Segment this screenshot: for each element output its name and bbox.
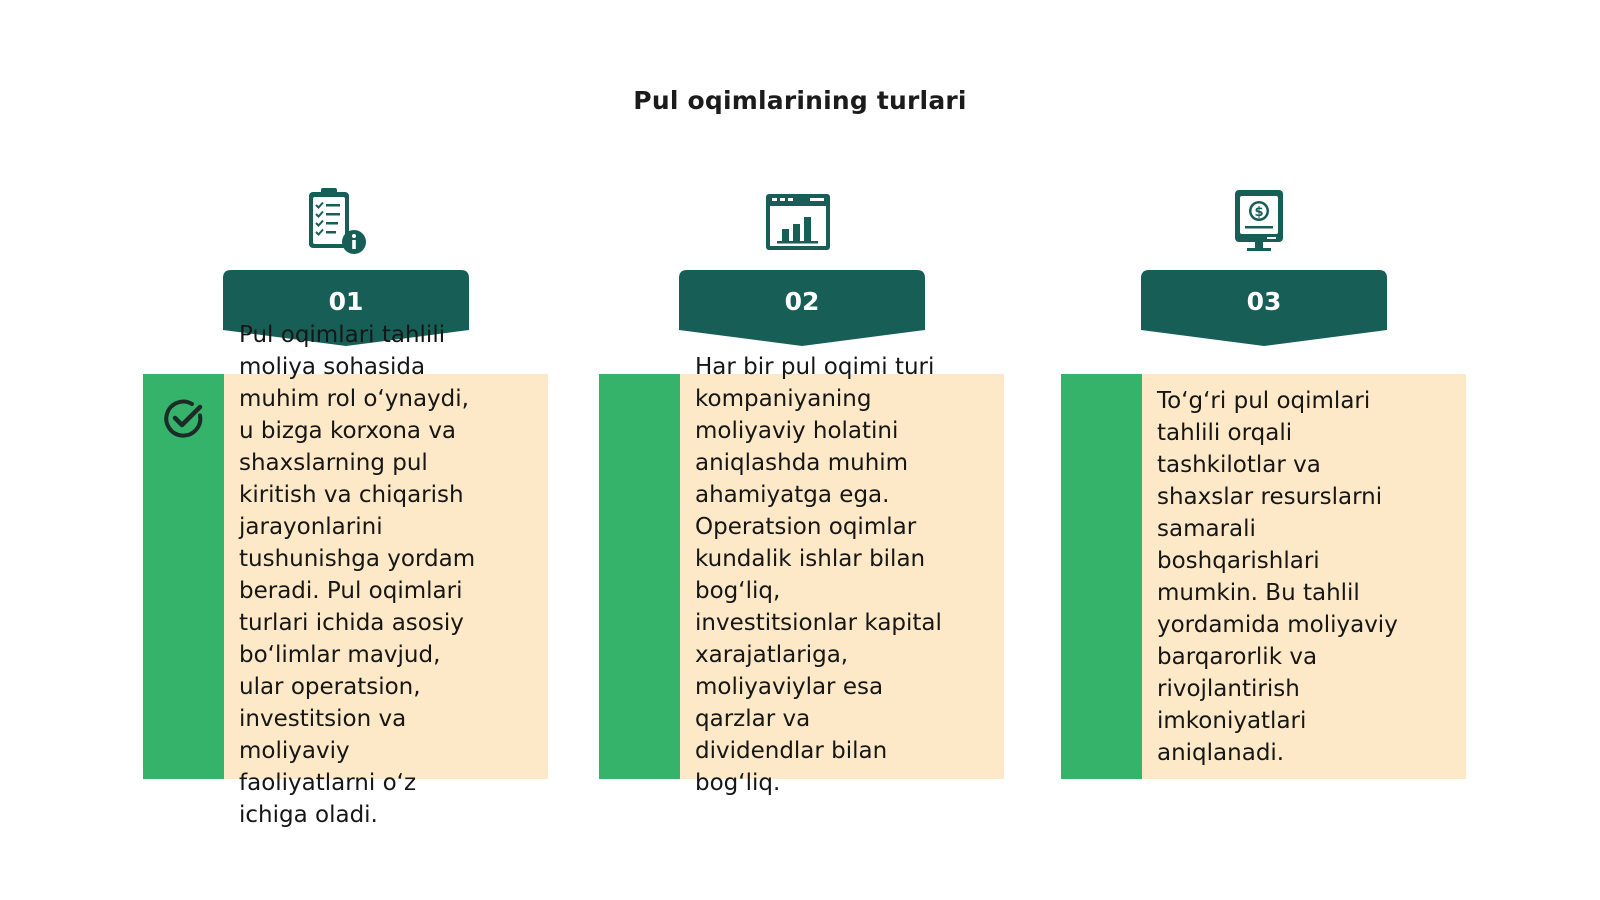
card-text-1: Pul oqimlari tahlili moliya sohasida muhim rol o‘ynaydi, u bizga korxona va shaxslarning pul kiritish va chiqarish jarayonlarini tushunishga yordam beradi. Pul oqimlari turlari ichida asosiy bo‘limlar mavjud, ular operatsion, investitsion va moliyaviy faoliyatlarni o‘z ichiga oladi. [239, 322, 476, 828]
column-1 [143, 0, 553, 900]
banner-2 [679, 270, 925, 346]
banner-number-1: 01 [328, 287, 364, 316]
banner-number-2: 02 [784, 287, 820, 316]
svg-text:$: $ [1254, 205, 1264, 220]
banner-number-3: 03 [1246, 287, 1282, 316]
check-circle-icon [161, 396, 207, 442]
card-strip-1 [143, 374, 224, 779]
card-strip-2 [599, 374, 680, 779]
card-text-3: To‘g‘ri pul oqimlari tahlili orqali tashkilotlar va shaxslar resurslarni samarali boshqarishlari mumkin. Bu tahlil yordamida moliyaviy barqarorlik va rivojlantirish imkoniyatlari aniqlanadi. [1157, 388, 1398, 766]
card-strip-3 [1061, 374, 1142, 779]
banner-3 [1141, 270, 1387, 346]
clipboard-checklist-info-icon [301, 186, 373, 258]
browser-chart-icon [762, 186, 834, 258]
monitor-dollar-icon [1223, 186, 1295, 258]
page-title: Pul oqimlarining turlari [633, 86, 967, 115]
column-2 [599, 0, 1009, 900]
card-text-2: Har bir pul oqimi turi kompaniyaning moliyaviy holatini aniqlashda muhim ahamiyatga ega. Operatsion oqimlar kundalik ishlar bilan bog‘liq, investitsionlar kapital xarajatlariga, moliyaviylar esa qarzlar va dividendlar bilan bog‘liq. [695, 354, 942, 796]
column-3 [1061, 0, 1471, 900]
